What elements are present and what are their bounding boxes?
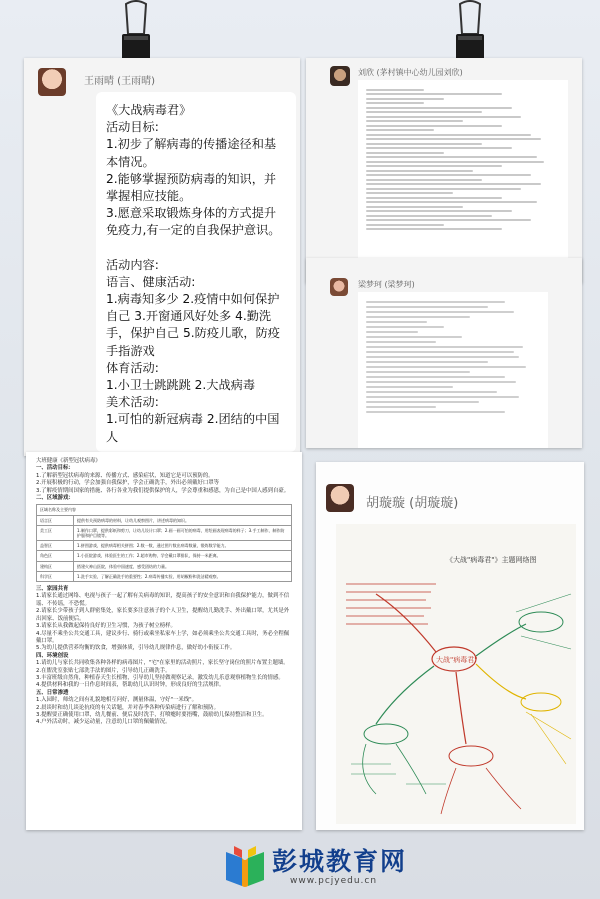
table-row: 益智区 1.拼图游戏，提供病毒相关拼图；2.数一数，通过图片数出病毒数量，锻炼数学能力。: [37, 541, 292, 551]
chat-card-hu-xuanxuan: [316, 462, 584, 830]
book-logo-icon: [222, 840, 268, 890]
doc-line: 3.请家长从我做起保持良好的卫生习惯，为孩子树立榜样。: [36, 623, 176, 630]
table-row: 角色区 1.小医院游戏，体验医生的工作；2.超市购物，学会戴口罩排队，保持一米距离。: [37, 551, 292, 561]
message-line: 语言、健康活动:: [106, 274, 196, 289]
document-image-thumbnail[interactable]: [358, 292, 548, 448]
mind-map-drawing: [336, 524, 576, 824]
doc-line: 1.请家长通过网络、电视与孩子一起了解有关病毒的知识，提高孩子的安全意识和自我保护能力，做到不信谣、不传谣，不恐慌。: [36, 593, 290, 607]
doc-line: 5.为幼儿提供营养均衡的饮食，增强体质，引导幼儿规律作息，做好幼小衔接工作。: [36, 645, 236, 652]
table-row: 建构区 搭建火神山医院，体验中国速度，感受团结的力量。: [37, 561, 292, 571]
message-line: 1.初步了解病毒的传播途径和基本情况。: [106, 137, 277, 169]
doc-line: 2.开展积极的行动，学会加强自我保护，学会正确洗手，外出必须戴好口罩等: [36, 480, 220, 487]
doc-line: 2.在盥洗室张贴七部洗手法的图片，引导幼儿正确洗手。: [36, 667, 171, 674]
section-heading: 四、环境创设: [36, 652, 69, 659]
message-line: 1.可怕的新冠病毒 2.团结的中国人: [106, 412, 280, 444]
site-name: 彭城教育网: [272, 847, 408, 876]
mind-map-photo[interactable]: [336, 524, 576, 824]
doc-line: 3.丰富班级自然角，种植春天生长植物，引导幼儿坚持做观察记录，激发幼儿乐意观察植物生长的情感。: [36, 674, 284, 681]
binder-clip-right: [452, 0, 488, 62]
chat-card-liang-mengke: [306, 258, 582, 448]
chat-username: 刘欣 (茅村镇中心幼儿园刘欣): [358, 68, 463, 77]
table-caption: 区域名称及主要内容: [37, 505, 292, 515]
message-line: 2.能够掌握预防病毒的知识，并掌握相应技能。: [106, 171, 277, 204]
chat-card-liu-xin: [306, 58, 582, 283]
doc-line: 4.户外活动时，减少运动量，注意幼儿口罩的佩戴情况。: [36, 719, 171, 726]
doc-line: 4.提供材料和我的一日作息时间表，帮助幼儿认识时钟，形成良好的生活规律。: [36, 682, 225, 689]
message-line: 活动内容:: [106, 257, 159, 272]
avatar: [326, 484, 354, 512]
message-line: 活动目标:: [106, 120, 159, 135]
binder-clip-left: [118, 0, 154, 62]
document-title: 大班健康《新型冠状病毒》: [36, 458, 101, 464]
message-line: 3.愿意采取锻炼身体的方式提升免疫力,有一定的自我保护意识。: [106, 206, 281, 238]
lesson-plan-document: [26, 452, 302, 830]
area-games-table: [36, 504, 292, 582]
avatar: [330, 278, 348, 296]
chat-card-wang-yuqing: [24, 58, 300, 456]
doc-line: 1.了解新型冠状病毒的来源、传播方式、感染症状，知道它是可以预防的。: [36, 472, 214, 479]
section-heading: 五、日常渗透: [36, 689, 69, 696]
message-line: 体育活动:: [106, 360, 159, 375]
avatar: [330, 66, 350, 86]
document-image-thumbnail[interactable]: [358, 80, 568, 276]
table-row: 科学区 1.洗手实验，了解正确洗手的重要性；2.病毒传播实验，用胡椒粉和洗洁精观察。: [37, 571, 292, 581]
site-url: www.pcjyedu.cn: [290, 876, 378, 886]
section-heading: 三、家园共育: [36, 586, 69, 593]
section-heading: 二、区域游戏：: [36, 495, 74, 502]
chat-username: 梁梦珂 (梁梦珂): [358, 280, 415, 289]
doc-line: 4.尽量不乘坐公共交通工具，建议步行、骑行或乘坐私家车上学，如必须乘坐公共交通工具时，务必全程佩戴口罩。: [36, 630, 290, 644]
table-row: 美工区 1.制作口罩，提供彩纸和剪刀，让幼儿设计口罩；2.画一画可怕的病毒，用绘画表现病毒的样子；3.手工制作，制作防护服和护目镜等。: [37, 525, 292, 540]
doc-line: 2.请家长少带孩子到人群密集处，家长要多注意孩子的个人卫生，提醒幼儿勤洗手、外出戴口罩，尤其是外出回家、饭前便后。: [36, 608, 290, 622]
avatar: [38, 68, 66, 96]
message-line: 1.病毒知多少 2.疫情中如何保护自己 3.开窗通风好处多 4.勤洗手，保护自己 5.防疫儿歌，防疫手指游戏: [106, 292, 280, 358]
table-row: 语言区 提供有关预防病毒的材料，让幼儿观察图片，讲述病毒的知识。: [37, 515, 292, 525]
section-heading: 一、活动目标：: [36, 465, 74, 472]
chat-username: 胡璇璇 (胡璇璇): [366, 496, 459, 511]
message-line: 《大战病毒君》: [106, 103, 192, 117]
doc-line: 2.晨谈时和幼儿谈论抗疫的有关话题，并对春季各种传染病进行了解和预防。: [36, 704, 220, 711]
chat-username: 王雨晴 (王雨晴): [84, 76, 155, 87]
doc-line: 1.入园时，师幼之间有礼貌地相互问好，测量体温，守好"一米线"。: [36, 697, 198, 704]
message-line: 1.小卫士跳跳跳 2.大战病毒: [106, 378, 256, 393]
message-line: [106, 240, 286, 257]
doc-line: 3.了解疫情期间国家的措施、各行各业为我们提供保护的人，学会尊重和感恩，为自己是中国人感到自豪。: [36, 487, 290, 494]
doc-line: 3.提醒要正确使用口罩，幼儿餐前、便后及时洗手，打喷嚏时要捂嘴，鼓励幼儿保持整洁和卫生。: [36, 711, 268, 718]
doc-line: 1.请幼儿与家长共同收集各种各样的病毒图片，"宅"在家里的活动照片，家长坚守岗位的照片布置主题墙。: [36, 660, 289, 667]
chat-message-bubble[interactable]: [96, 92, 296, 452]
mind-map-header: 《大战"病毒君"》主题网络图: [446, 556, 537, 564]
mind-map-center: 大战"病毒君": [436, 656, 478, 664]
message-line: 美术活动:: [106, 395, 159, 410]
